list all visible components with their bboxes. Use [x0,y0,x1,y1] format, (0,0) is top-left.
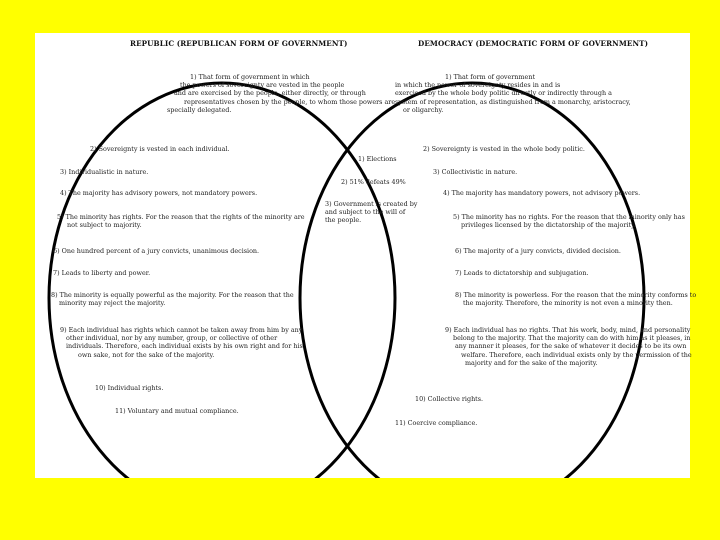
republic-item-line: not subject to majority. [67,221,142,230]
republic-item-3 [60,168,148,176]
republic-item-2 [90,145,230,153]
democracy-item-line: welfare. Therefore, each individual exists only by the permission of the [461,350,692,359]
democracy-item-4 [443,189,640,197]
democracy-item-line: privileges licensed by the dictatorship of the majority. [461,221,636,230]
democracy-item-line: belong to the majority. That the majority can do with him as it pleases, in [453,334,691,343]
democracy-item-line: 9) Each individual has no rights. That his work, body, mind, and personality [445,326,691,334]
shared-item-3 [325,200,417,225]
republic-item-5 [57,213,305,229]
democracy-item-3 [433,168,517,176]
democracy-item-6 [455,247,621,255]
shared-item-2 [341,178,406,186]
democracy-item-line: the majority. Therefore, the minority is not even a minority then. [463,299,673,308]
democracy-item-line: any manner it pleases, for the sake of whatever it decides to be its own [455,342,687,351]
democracy-item-line: or oligarchy. [403,105,444,114]
republic-item-line: representatives chosen by the people, to whom those powers are [184,97,396,106]
democracy-item-line: 1) That form of government [445,73,536,81]
republic-item-line: own sake, not for the sake of the majority. [78,350,215,359]
republic-item-line: 11) Voluntary and mutual compliance. [115,407,239,415]
shared-item-1 [358,155,397,163]
republic-item-line: and are exercised by the people, either directly, or through [174,89,366,98]
shared-item-line: 2) 51% defeats 49% [341,178,406,186]
democracy-item-11 [395,419,477,427]
republic-item-line: 2) Sovereignty is vested in each individual. [90,145,230,153]
democracy-item-line: 8) The minority is powerless. For the reason that the minority conforms to [455,291,697,299]
republic-item-line: 1) That form of government in which [190,73,310,81]
republic-item-line: 5) The minority has rights. For the reason that the rights of the minority are [57,213,305,221]
shared-item-line: the people. [325,216,362,225]
republic-item-line: 8) The minority is equally powerful as the majority. For the reason that the [51,291,294,299]
democracy-item-line: majority and for the sake of the majority. [465,358,598,367]
republic-item-10 [95,384,163,392]
democracy-item-line: exercised by the whole body politic directly or indirectly through a [395,89,612,98]
republic-item-line: other individual, nor by any number, group, or collective of other [66,334,278,343]
democracy-item-line: system of representation, as distinguished from a monarchy, aristocracy, [395,97,631,106]
republic-circle [49,83,395,478]
republic-title: REPUBLIC (REPUBLICAN FORM OF GOVERNMENT) [130,39,348,48]
democracy-item-line: 11) Coercive compliance. [395,419,478,427]
democracy-item-5 [453,213,685,229]
republic-item-line: individuals. Therefore, each individual exists by his own right and for his [66,342,303,351]
shared-item-line: and subject to the will of [325,208,406,217]
democracy-item-line: in which the power of sovereignty resides in and is [395,81,561,90]
slide-canvas [35,33,697,478]
republic-item-line: specially delegated. [167,105,232,114]
democracy-item-line: 6) The majority of a jury convicts, divided decision. [455,247,621,255]
republic-item-line: 3) Individualistic in nature. [60,168,149,176]
democracy-item-9 [445,326,692,367]
republic-item-line: minority may reject the majority. [59,299,166,308]
republic-item-1 [110,73,395,114]
democracy-item-line: 7) Leads to dictatorship and subjugation. [455,269,589,277]
republic-item-line: 7) Leads to liberty and power. [53,269,151,277]
democracy-item-8 [455,291,696,307]
republic-item-8 [51,291,294,307]
republic-item-7 [53,269,150,277]
democracy-item-2 [423,145,585,153]
republic-item-11 [115,407,239,415]
republic-item-line: 9) Each individual has rights which cannot be taken away from him by any [60,326,303,334]
shared-item-line: 1) Elections [358,155,397,163]
shared-item-line: 3) Government is created by [325,200,418,208]
democracy-item-1 [395,73,631,114]
republic-item-line: 10) Individual rights. [95,384,164,392]
democracy-title: DEMOCRACY (DEMOCRATIC FORM OF GOVERNMENT) [418,39,649,48]
democracy-item-line: 5) The minority has no rights. For the reason that the minority only has [453,213,685,221]
republic-item-line: the powers of sovereignty are vested in the people [180,81,345,90]
democracy-item-7 [455,269,589,277]
democracy-item-line: 3) Collectivistic in nature. [433,168,518,176]
republic-item-line: 6) One hundred percent of a jury convicts, unanimous decision. [53,247,260,255]
republic-item-line: 4) The majority has advisory powers, not mandatory powers. [60,189,258,197]
republic-item-9 [60,326,303,359]
republic-item-6 [53,247,259,255]
democracy-item-line: 4) The majority has mandatory powers, not advisory powers. [443,189,641,197]
republic-item-4 [60,189,257,197]
democracy-item-line: 10) Collective rights. [415,395,484,403]
democracy-item-10 [415,395,483,403]
democracy-item-line: 2) Sovereignty is vested in the whole body politic. [423,145,585,153]
